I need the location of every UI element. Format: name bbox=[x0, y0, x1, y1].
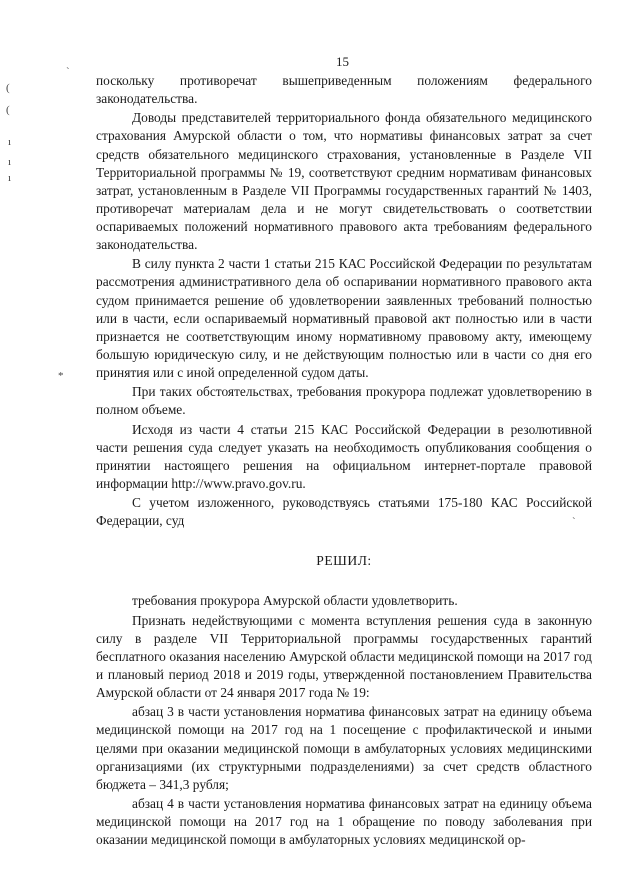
scan-artifact-mark: ˋ bbox=[572, 516, 576, 528]
decision-heading: РЕШИЛ: bbox=[316, 553, 372, 569]
scan-artifact-mark: ı bbox=[8, 172, 12, 184]
decision-paragraph: Признать недействующими с момента вступления решения суда в законную силу в разделе VII Территориальной программы государственных гарантий бесплатного оказания населению Амурской области медицинской помощи на 2017 год и плановый период 2018 и 2019 годы, утвержденной постановлением Правительства Амурской области от 24 января 2017 года № 19: bbox=[96, 612, 592, 701]
scan-artifact-mark: ı bbox=[8, 156, 12, 168]
paragraph: С учетом изложенного, руководствуясь статьями 175-180 КАС Российской Федерации, суд bbox=[96, 495, 592, 529]
paragraph: Исходя из части 4 статьи 215 КАС Российской Федерации в резолютивной части решения суда следует указать на необходимость опубликования сообщения о принятии настоящего решения на официальном интернет-портале правовой информации http://www.pravo.gov.ru. bbox=[96, 421, 592, 491]
page-number: 15 bbox=[336, 54, 349, 69]
decision-paragraph: абзац 4 в части установления норматива финансовых затрат на единицу объема медицинской помощи на 2017 год на 1 обращение по поводу заболевания при оказании медицинской помощи в амбулаторных условиях медицинской ор- bbox=[96, 795, 592, 848]
scan-artifact-mark: ı bbox=[8, 136, 12, 148]
decision-paragraph: абзац 3 в части установления норматива финансовых затрат на единицу объема медицинской помощи на 2017 год на 1 посещение с профилактической и иными целями при оказании медицинской помощи в амбулаторных условиях медицинскими организациями (их структурными подразделениями) за счет средств областного бюджета – 341,3 рубля; bbox=[96, 704, 592, 792]
paragraph: поскольку противоречат вышеприведенным положениям федерального законодательства. bbox=[96, 73, 592, 107]
decision-paragraph: требования прокурора Амурской области удовлетворить. bbox=[132, 593, 458, 609]
scan-artifact-mark: ( bbox=[6, 104, 10, 116]
body-text bbox=[96, 72, 592, 850]
scan-artifact-mark: ( bbox=[6, 82, 10, 94]
scan-artifact-mark: ˋ bbox=[66, 66, 70, 78]
paragraph: При таких обстоятельствах, требования прокурора подлежат удовлетворению в полном объеме. bbox=[96, 384, 592, 418]
paragraph: В силу пункта 2 части 1 статьи 215 КАС Российской Федерации по результатам рассмотрения административного дела об оспаривании нормативного правового акта судом принимается решение об удовлетворении заявленных требований полностью или в части, если оспариваемый нормативный правовой акт полностью или в части признается не соответствующим иному нормативному правовому акту, имеющему большую юридическую силу, и не действующим полностью или в части со дня его принятия или с иной определенной судом даты. bbox=[96, 256, 592, 380]
paragraph: Доводы представителей территориального фонда обязательного медицинского страхования Амурской области о том, что нормативы финансовых затрат за счет средств обязательного медицинского страхования, установленные в Разделе VII Территориальной программы № 19, соответствуют средним нормативам финансовых затрат, установленным в Разделе VII Программы государственных гарантий № 1403, противоречат материалам дела и не могут свидетельствовать о соответствии оспариваемых положений нормативного правового акта требованиям федерального законодательства. bbox=[96, 110, 592, 253]
scan-artifact-mark: * bbox=[58, 370, 64, 382]
